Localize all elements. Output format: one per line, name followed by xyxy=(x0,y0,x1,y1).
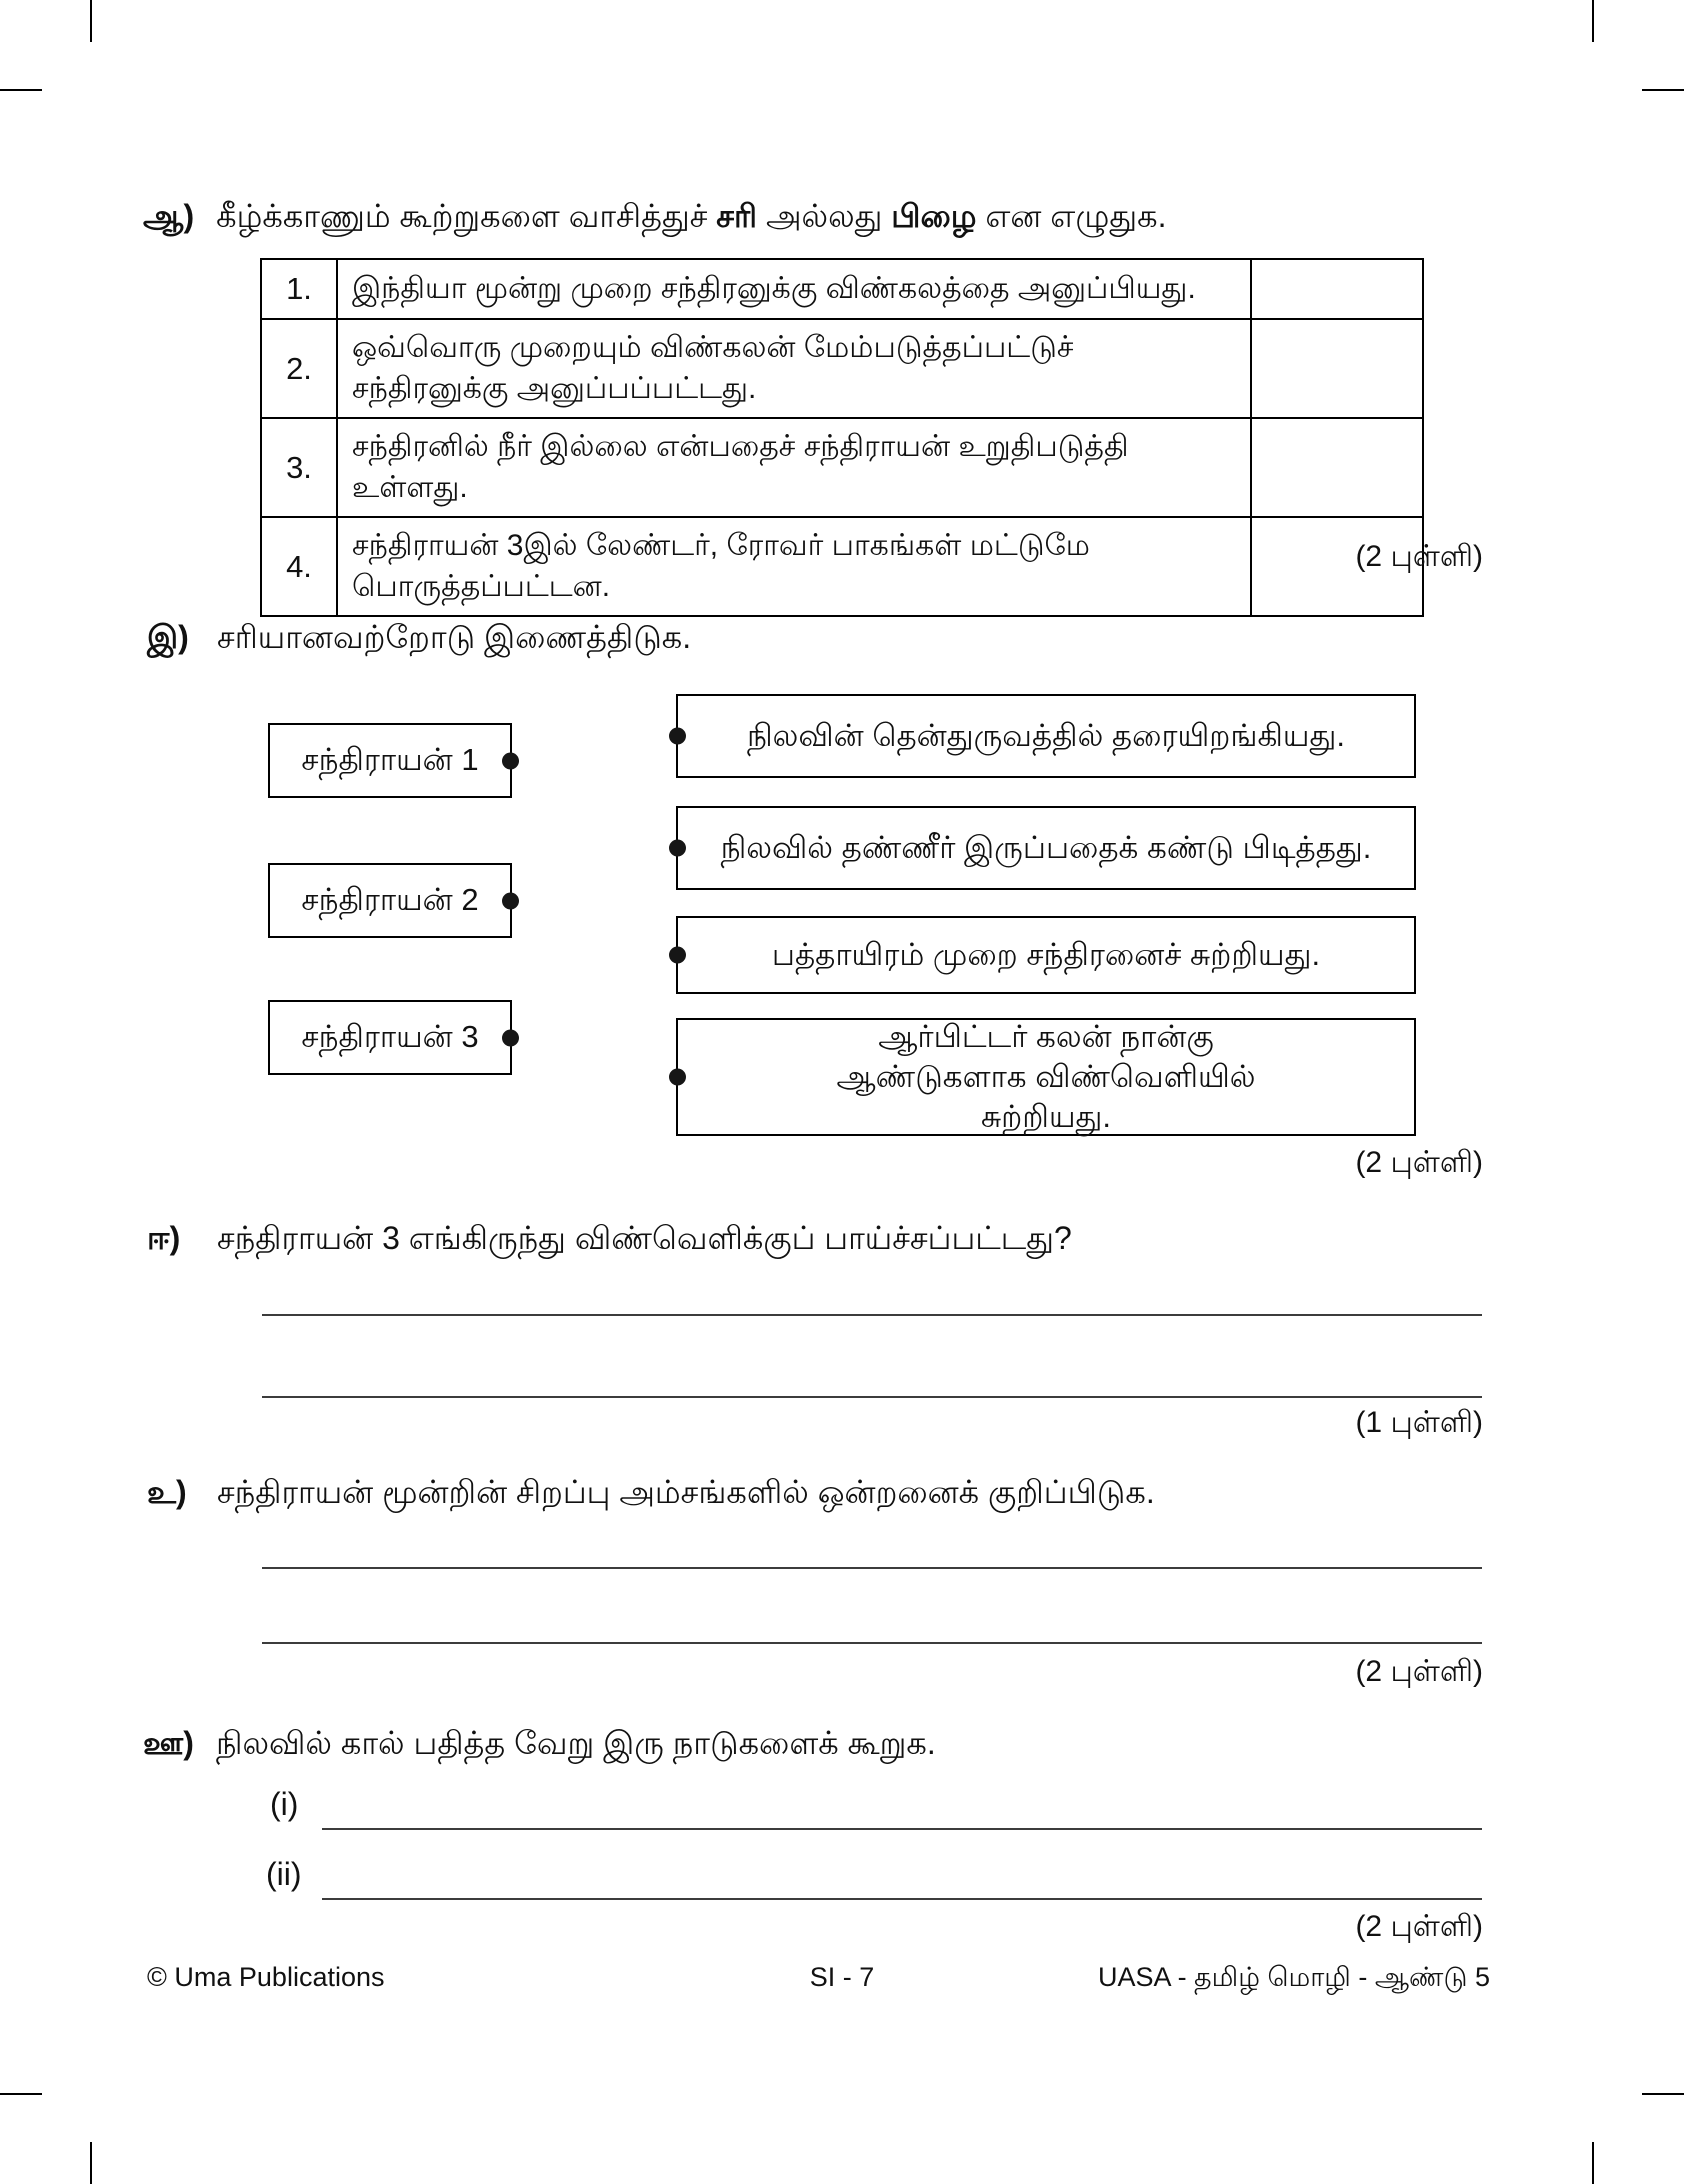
section-ii-header xyxy=(147,1218,1492,1258)
marks-label: (2 புள்ளி) xyxy=(1355,540,1483,573)
section-i-label: இ) xyxy=(147,619,189,655)
row-statement: ஒவ்வொரு முறையும் விண்கலன் மேம்படுத்தப்பட்டுச் சந்திரனுக்கு அனுப்பப்பட்டது. xyxy=(338,320,1252,417)
connector-dot-icon xyxy=(669,728,686,745)
section-aa-instruction: கீழ்க்காணும் கூற்றுகளை வாசித்துச் சரி அல்லது பிழை என எழுதுக. xyxy=(216,198,1167,234)
connector-dot-icon xyxy=(669,1069,686,1086)
section-u-header xyxy=(147,1472,1492,1512)
connector-dot-icon xyxy=(669,840,686,857)
crop-mark-bottom-right-h xyxy=(1642,2093,1684,2095)
section-uu-question: நிலவில் கால் பதித்த வேறு இரு நாடுகளைக் கூறுக. xyxy=(215,1725,936,1761)
crop-mark-bottom-right-v xyxy=(1592,2142,1594,2184)
section-aa-header xyxy=(143,196,1488,236)
list-item-ii-label: (ii) xyxy=(266,1856,302,1892)
marks-label: (2 புள்ளி) xyxy=(1355,1910,1483,1943)
table-row xyxy=(262,320,1422,419)
crop-mark-bottom-left-v xyxy=(90,2142,92,2184)
row-number: 1. xyxy=(262,260,338,318)
table-row xyxy=(262,260,1422,320)
crop-mark-top-right-h xyxy=(1642,89,1684,91)
connector-dot-icon xyxy=(502,752,519,769)
table-row xyxy=(262,419,1422,518)
crop-mark-top-left-h xyxy=(0,89,42,91)
match-left-label: சந்திராயன் 3 xyxy=(301,1019,479,1055)
connector-dot-icon xyxy=(502,1029,519,1046)
match-right-box-3 xyxy=(676,916,1416,994)
match-left-label: சந்திராயன் 1 xyxy=(301,742,479,778)
row-number: 2. xyxy=(262,320,338,417)
row-answer-cell xyxy=(1252,419,1422,516)
section-ii-question: சந்திராயன் 3 எங்கிருந்து விண்வெளிக்குப் பாய்ச்சப்பட்டது? xyxy=(217,1220,1072,1256)
section-i-instruction: சரியானவற்றோடு இணைத்திடுக. xyxy=(217,619,692,655)
section-u-label: உ) xyxy=(147,1474,187,1510)
footer-publisher: © Uma Publications xyxy=(147,1962,385,1992)
row-statement: சந்திராயன் 3இல் லேண்டர், ரோவர் பாகங்கள் மட்டுமே பொருத்தப்பட்டன. xyxy=(338,518,1252,615)
match-left-label: சந்திராயன் 2 xyxy=(301,882,479,918)
match-right-label: ஆர்பிட்டர் கலன் நான்கு ஆண்டுகளாக விண்வெளியில் சுற்றியது. xyxy=(836,1018,1256,1135)
row-number: 3. xyxy=(262,419,338,516)
marks-label: (2 புள்ளி) xyxy=(1355,1146,1483,1179)
match-right-box-2 xyxy=(676,806,1416,890)
section-uu-header xyxy=(143,1723,1488,1763)
connector-dot-icon xyxy=(502,892,519,909)
answer-line xyxy=(322,1898,1482,1900)
row-answer-cell xyxy=(1252,260,1422,318)
row-statement: இந்தியா மூன்று முறை சந்திரனுக்கு விண்கலத்தை அனுப்பியது. xyxy=(338,260,1252,318)
match-right-label: நிலவில் தண்ணீர் இருப்பதைக் கண்டு பிடித்தது. xyxy=(720,829,1372,865)
answer-line xyxy=(262,1396,1482,1398)
crop-mark-bottom-left-h xyxy=(0,2093,42,2095)
footer-page-code: SI - 7 xyxy=(809,1962,875,1992)
match-right-box-4 xyxy=(676,1018,1416,1136)
marks-label: (2 புள்ளி) xyxy=(1355,1655,1483,1688)
list-item-i-label: (i) xyxy=(270,1786,299,1822)
crop-mark-top-left-v xyxy=(90,0,92,42)
row-statement: சந்திரனில் நீர் இல்லை என்பதைச் சந்திராயன் உறுதிபடுத்தி உள்ளது. xyxy=(338,419,1252,516)
match-left-box-3 xyxy=(268,1000,512,1075)
match-right-label: பத்தாயிரம் முறை சந்திரனைச் சுற்றியது. xyxy=(771,936,1321,972)
row-answer-cell xyxy=(1252,320,1422,417)
answer-line xyxy=(262,1642,1482,1644)
answer-line xyxy=(322,1828,1482,1830)
row-number: 4. xyxy=(262,518,338,615)
section-ii-label: ஈ) xyxy=(147,1220,181,1256)
footer-exam-title: UASA - தமிழ் மொழி - ஆண்டு 5 xyxy=(1098,1962,1490,1992)
section-uu-label: ஊ) xyxy=(143,1725,194,1761)
answer-line xyxy=(262,1567,1482,1569)
match-left-box-2 xyxy=(268,863,512,938)
answer-line xyxy=(262,1314,1482,1316)
section-i-header xyxy=(147,617,1492,657)
match-right-label: நிலவின் தென்துருவத்தில் தரையிறங்கியது. xyxy=(746,717,1346,753)
section-u-question: சந்திராயன் மூன்றின் சிறப்பு அம்சங்களில் ஒன்றனைக் குறிப்பிடுக. xyxy=(217,1474,1155,1510)
marks-label: (1 புள்ளி) xyxy=(1355,1406,1483,1439)
connector-dot-icon xyxy=(669,947,686,964)
crop-mark-top-right-v xyxy=(1592,0,1594,42)
match-left-box-1 xyxy=(268,723,512,798)
section-aa-label: ஆ) xyxy=(143,198,195,234)
match-right-box-1 xyxy=(676,694,1416,778)
